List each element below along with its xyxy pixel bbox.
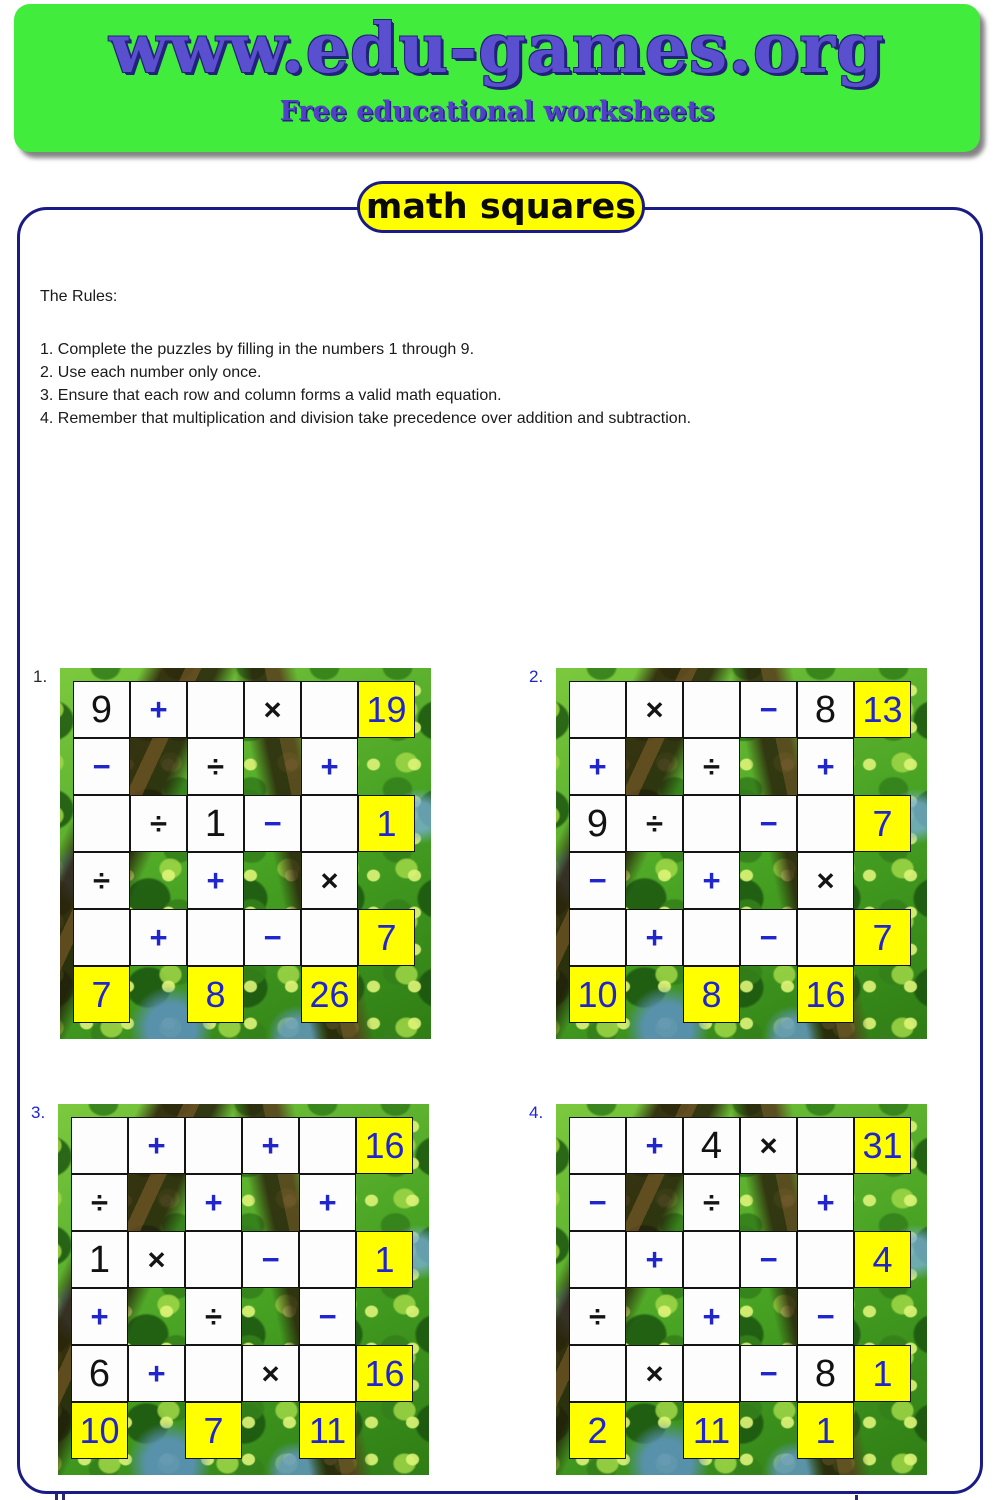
operator-cell: − xyxy=(242,1231,299,1288)
given-number-cell: 4 xyxy=(683,1117,740,1174)
puzzle-grid xyxy=(73,681,415,1023)
cut-off-text-fragment xyxy=(62,1494,65,1500)
empty-input-cell[interactable] xyxy=(185,1345,242,1402)
operator-cell: ÷ xyxy=(626,795,683,852)
photo-gap xyxy=(626,1174,683,1231)
empty-input-cell[interactable] xyxy=(299,1231,356,1288)
puzzle-label-3: 3. xyxy=(31,1103,46,1122)
photo-gap xyxy=(626,738,683,795)
empty-input-cell[interactable] xyxy=(569,681,626,738)
row-result-cell: 31 xyxy=(854,1117,911,1174)
photo-gap xyxy=(740,738,797,795)
empty-input-cell[interactable] xyxy=(683,909,740,966)
puzzle-label-4: 4. xyxy=(529,1103,544,1122)
operator-cell: + xyxy=(71,1288,128,1345)
given-number-cell: 8 xyxy=(797,681,854,738)
column-result-cell: 11 xyxy=(299,1402,356,1459)
operator-cell: ÷ xyxy=(73,852,130,909)
empty-input-cell[interactable] xyxy=(569,909,626,966)
worksheet-title: math squares xyxy=(365,187,637,227)
empty-input-cell[interactable] xyxy=(71,1117,128,1174)
photo-gap xyxy=(358,852,415,909)
operator-cell: − xyxy=(299,1288,356,1345)
row-result-cell: 4 xyxy=(854,1231,911,1288)
puzzle-grid xyxy=(569,1117,911,1459)
empty-input-cell[interactable] xyxy=(301,795,358,852)
column-result-cell: 10 xyxy=(569,966,626,1023)
operator-cell: − xyxy=(740,681,797,738)
empty-input-cell[interactable] xyxy=(797,909,854,966)
operator-cell: × xyxy=(626,681,683,738)
photo-gap xyxy=(244,852,301,909)
photo-gap xyxy=(128,1288,185,1345)
photo-gap xyxy=(740,1402,797,1459)
empty-input-cell[interactable] xyxy=(301,909,358,966)
empty-input-cell[interactable] xyxy=(73,795,130,852)
operator-cell: − xyxy=(740,1345,797,1402)
photo-gap xyxy=(242,1402,299,1459)
photo-gap xyxy=(128,1402,185,1459)
empty-input-cell[interactable] xyxy=(301,681,358,738)
row-result-cell: 16 xyxy=(356,1345,413,1402)
operator-cell: − xyxy=(740,1231,797,1288)
photo-gap xyxy=(740,966,797,1023)
site-title: www.edu-games.org xyxy=(109,9,885,89)
operator-cell: + xyxy=(626,1231,683,1288)
puzzle-4 xyxy=(556,1104,927,1475)
empty-input-cell[interactable] xyxy=(187,681,244,738)
operator-cell: − xyxy=(244,909,301,966)
photo-gap xyxy=(740,852,797,909)
empty-input-cell[interactable] xyxy=(299,1345,356,1402)
column-result-cell: 16 xyxy=(797,966,854,1023)
operator-cell: ÷ xyxy=(185,1288,242,1345)
operator-cell: − xyxy=(797,1288,854,1345)
photo-gap xyxy=(854,1174,911,1231)
empty-input-cell[interactable] xyxy=(683,1345,740,1402)
operator-cell: × xyxy=(244,681,301,738)
operator-cell: + xyxy=(301,738,358,795)
photo-gap xyxy=(130,852,187,909)
photo-gap xyxy=(854,966,911,1023)
operator-cell: ÷ xyxy=(187,738,244,795)
puzzle-label-1: 1. xyxy=(33,667,48,686)
operator-cell: + xyxy=(130,909,187,966)
rule-item: 2. Use each number only once. xyxy=(40,364,262,381)
row-result-cell: 1 xyxy=(356,1231,413,1288)
photo-gap xyxy=(358,966,415,1023)
empty-input-cell[interactable] xyxy=(569,1345,626,1402)
puzzle-grid xyxy=(569,681,911,1023)
rules-list xyxy=(40,338,950,430)
operator-cell: + xyxy=(187,852,244,909)
operator-cell: − xyxy=(740,795,797,852)
operator-cell: − xyxy=(569,1174,626,1231)
column-result-cell: 1 xyxy=(797,1402,854,1459)
photo-gap xyxy=(242,1288,299,1345)
operator-cell: × xyxy=(301,852,358,909)
photo-gap xyxy=(740,1288,797,1345)
row-result-cell: 7 xyxy=(854,909,911,966)
operator-cell: ÷ xyxy=(569,1288,626,1345)
photo-gap xyxy=(854,738,911,795)
empty-input-cell[interactable] xyxy=(299,1117,356,1174)
row-result-cell: 1 xyxy=(854,1345,911,1402)
puzzle-label-2: 2. xyxy=(529,667,544,686)
operator-cell: + xyxy=(683,1288,740,1345)
operator-cell: + xyxy=(626,1117,683,1174)
puzzle-grid xyxy=(71,1117,413,1459)
photo-gap xyxy=(130,738,187,795)
puzzle-2 xyxy=(556,668,927,1039)
photo-gap xyxy=(128,1174,185,1231)
photo-gap xyxy=(242,1174,299,1231)
empty-input-cell[interactable] xyxy=(683,1231,740,1288)
operator-cell: + xyxy=(797,738,854,795)
empty-input-cell[interactable] xyxy=(569,1117,626,1174)
empty-input-cell[interactable] xyxy=(187,909,244,966)
photo-gap xyxy=(358,738,415,795)
rule-item: 3. Ensure that each row and column forms a valid math equation. xyxy=(40,387,502,404)
operator-cell: ÷ xyxy=(71,1174,128,1231)
operator-cell: − xyxy=(244,795,301,852)
photo-gap xyxy=(356,1288,413,1345)
operator-cell: + xyxy=(185,1174,242,1231)
photo-gap xyxy=(244,966,301,1023)
empty-input-cell[interactable] xyxy=(797,1117,854,1174)
operator-cell: ÷ xyxy=(683,738,740,795)
photo-gap xyxy=(356,1174,413,1231)
rules-title: The Rules: xyxy=(40,288,118,305)
column-result-cell: 10 xyxy=(71,1402,128,1459)
cut-off-text-fragment xyxy=(855,1495,858,1500)
operator-cell: − xyxy=(740,909,797,966)
puzzle-1 xyxy=(60,668,431,1039)
operator-cell: × xyxy=(797,852,854,909)
row-result-cell: 1 xyxy=(358,795,415,852)
column-result-cell: 8 xyxy=(683,966,740,1023)
column-result-cell: 2 xyxy=(569,1402,626,1459)
empty-input-cell[interactable] xyxy=(797,795,854,852)
row-result-cell: 7 xyxy=(358,909,415,966)
empty-input-cell[interactable] xyxy=(683,795,740,852)
operator-cell: − xyxy=(73,738,130,795)
photo-gap xyxy=(626,1402,683,1459)
cut-off-text-fragment xyxy=(55,1494,58,1500)
photo-gap xyxy=(626,966,683,1023)
operator-cell: + xyxy=(242,1117,299,1174)
operator-cell: + xyxy=(569,738,626,795)
operator-cell: × xyxy=(128,1231,185,1288)
operator-cell: + xyxy=(128,1117,185,1174)
rule-item: 4. Remember that multiplication and division take precedence over addition and subtraction. xyxy=(40,410,692,427)
given-number-cell: 8 xyxy=(797,1345,854,1402)
operator-cell: × xyxy=(626,1345,683,1402)
rules-section xyxy=(40,288,950,430)
photo-gap xyxy=(130,966,187,1023)
empty-input-cell[interactable] xyxy=(569,1231,626,1288)
operator-cell: × xyxy=(242,1345,299,1402)
operator-cell: + xyxy=(626,909,683,966)
empty-input-cell[interactable] xyxy=(683,681,740,738)
puzzle-3 xyxy=(58,1104,429,1475)
operator-cell: ÷ xyxy=(130,795,187,852)
photo-gap xyxy=(854,1288,911,1345)
photo-gap xyxy=(626,1288,683,1345)
operator-cell: × xyxy=(740,1117,797,1174)
given-number-cell: 9 xyxy=(73,681,130,738)
given-number-cell: 1 xyxy=(71,1231,128,1288)
header-banner xyxy=(14,4,980,152)
operator-cell: + xyxy=(130,681,187,738)
column-result-cell: 11 xyxy=(683,1402,740,1459)
column-result-cell: 8 xyxy=(187,966,244,1023)
worksheet-title-badge xyxy=(357,181,645,233)
photo-gap xyxy=(626,852,683,909)
given-number-cell: 1 xyxy=(187,795,244,852)
given-number-cell: 9 xyxy=(569,795,626,852)
operator-cell: ÷ xyxy=(683,1174,740,1231)
operator-cell: − xyxy=(569,852,626,909)
empty-input-cell[interactable] xyxy=(185,1231,242,1288)
given-number-cell: 6 xyxy=(71,1345,128,1402)
photo-gap xyxy=(356,1402,413,1459)
photo-gap xyxy=(854,1402,911,1459)
column-result-cell: 7 xyxy=(73,966,130,1023)
row-result-cell: 19 xyxy=(358,681,415,738)
row-result-cell: 7 xyxy=(854,795,911,852)
operator-cell: + xyxy=(683,852,740,909)
operator-cell: + xyxy=(299,1174,356,1231)
empty-input-cell[interactable] xyxy=(73,909,130,966)
empty-input-cell[interactable] xyxy=(797,1231,854,1288)
column-result-cell: 7 xyxy=(185,1402,242,1459)
rule-item: 1. Complete the puzzles by filling in the numbers 1 through 9. xyxy=(40,341,475,358)
operator-cell: + xyxy=(128,1345,185,1402)
photo-gap xyxy=(740,1174,797,1231)
row-result-cell: 13 xyxy=(854,681,911,738)
empty-input-cell[interactable] xyxy=(185,1117,242,1174)
site-tagline: Free educational worksheets xyxy=(279,96,715,127)
column-result-cell: 26 xyxy=(301,966,358,1023)
row-result-cell: 16 xyxy=(356,1117,413,1174)
operator-cell: + xyxy=(797,1174,854,1231)
photo-gap xyxy=(854,852,911,909)
photo-gap xyxy=(244,738,301,795)
